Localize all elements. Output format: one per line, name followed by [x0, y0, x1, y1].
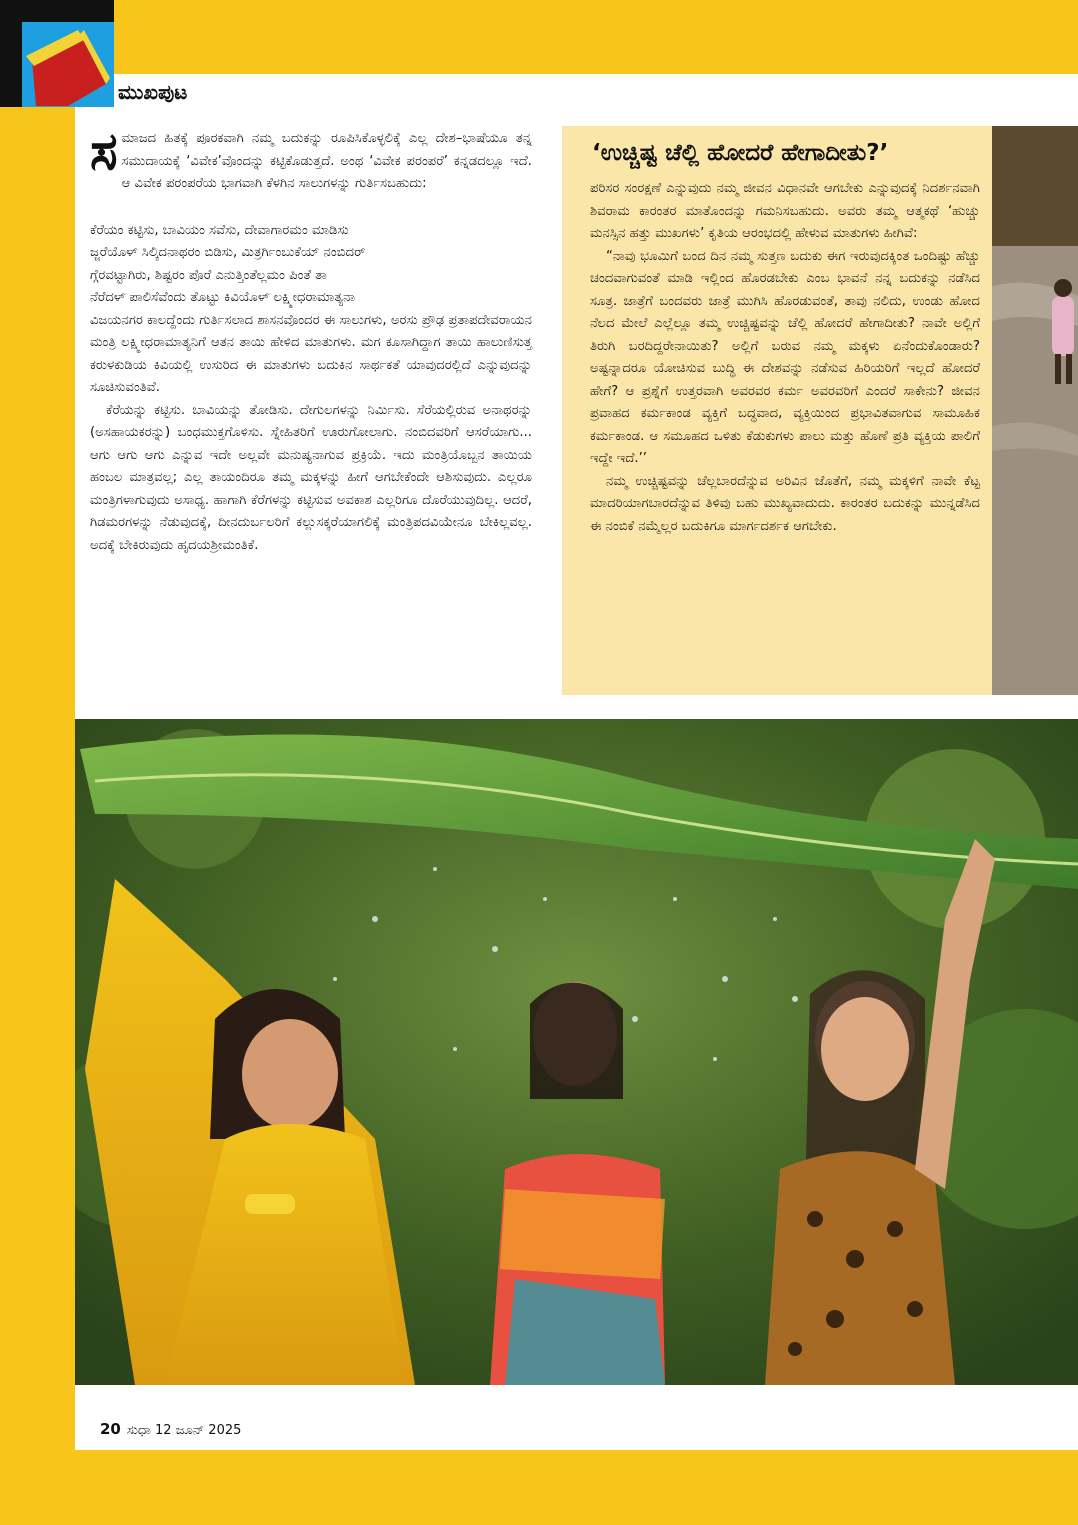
article-intro: [90, 122, 532, 196]
article-paragraph: ವಿಜಯನಗರ ಕಾಲದ್ದೆಂದು ಗುರ್ತಿಸಲಾದ ಶಾಸನವೊಂದರ ಈ ಸಾಲುಗಳು, ಅರಸು ಪ್ರೌಢ ಪ್ರತಾಪದೇವರಾಯನ ಮಂತ್ರಿ ಲಕ್ಷ್ಮೀಧರಾಮಾತ್ಯನಿಗೆ ಆತನ ತಾಯಿ ಹೇಳಿದ ಮಾತುಗಳು. ಮಗ ಕೂಸಾಗಿದ್ದಾಗ ತಾಯಿ ಹಾಲುಣಿಸುತ್ತ ಕರುಳಕುಡಿಯ ಕಿವಿಯಲ್ಲಿ ಉಸುರಿದ ಈ ಮಾತುಗಳು ಬದುಕಿನ ಸಾರ್ಥಕತೆ ಯಾವುದರಲ್ಲಿದೆ ಎನ್ನುವುದನ್ನು ಸೂಚಿಸುವಂತಿವೆ.: [90, 312, 532, 395]
section-logo: [22, 22, 114, 107]
article-column: [90, 122, 532, 557]
top-yellow-band: [0, 0, 1078, 74]
verse-line: ನೆರೆದಳ್ ಪಾಲಿಸೆವೆಂದು ತೊಟ್ಟು ಕಿವಿಯೊಳ್ ಲಕ್ಷ್ಮೀಧರಾಮಾತ್ಯನಾ: [90, 290, 356, 305]
flood-photo: [992, 126, 1078, 695]
page-number: 20: [100, 1420, 121, 1438]
verse-line: ಗ್ಗೆರವಟ್ಟಾಗಿರು, ಶಿಷ್ಟರಂ ಪೊರೆ ಎನುತ್ತಿಂತೆಲ್ಲಮಂ ಪಿಂತೆ ತಾ: [90, 267, 327, 283]
page-footer: [100, 1420, 241, 1438]
section-label: ಮುಖಪುಟ: [118, 80, 188, 104]
verse-line: ಜ್ಜರೆಯೊಳ್ ಸಿಲ್ಕಿದನಾಥರಂ ಬಿಡಿಸು, ಮಿತ್ರರ್ಗಿಂಬುಕೆಯ್ ನಂಬಿದ‌ರ್: [90, 245, 366, 260]
verse-line: ಕೆರೆಯಂ ಕಟ್ಟಿಸು, ಬಾವಿಯಂ ಸವೆಸು, ದೇವಾಗಾರಮಂ ಮಾಡಿಸು: [90, 222, 349, 238]
women-in-rain-image: [75, 719, 1078, 1385]
intro-text: ಮಾಜದ ಹಿತಕ್ಕೆ ಪೂರಕವಾಗಿ ನಮ್ಮ ಬದುಕನ್ನು ರೂಪಿಸಿಕೊಳ್ಳಲಿಕ್ಕೆ ಎಲ್ಲ ದೇಶ–ಭಾಷೆಯೂ ತನ್ನ ಸಮುದಾಯಕ್ಕೆ ‘ವಿವೇಕ’ವೊಂದನ್ನು ಕಟ್ಟಿಕೊಡುತ್ತದೆ. ಅಂಥ ‘ವಿವೇಕ ಪರಂಪರೆ’ ಕನ್ನಡದಲ್ಲೂ ಇದೆ. ಆ ವಿವೇಕ ಪರಂಪರೆಯ ಭಾಗವಾಗಿ ಕೆಳಗಿನ ಸಾಲುಗಳನ್ನು ಗುರ್ತಿಸಬಹುದು:: [121, 131, 532, 191]
bottom-yellow-band: [0, 1450, 1078, 1525]
left-yellow-band: [0, 0, 75, 1525]
dropcap: ಸ: [90, 122, 118, 182]
sidebar-title: ‘ಉಚ್ಚಿಷ್ಟ ಚೆಲ್ಲಿ ಹೋದರೆ ಹೇಗಾದೀತು?’: [592, 140, 889, 166]
book-cover-icon: [22, 22, 114, 107]
sidebar-quote: “ನಾವು ಭೂಮಿಗೆ ಬಂದ ದಿನ ನಮ್ಮ ಸುತ್ತಣ ಬದುಕು ಈಗ ಇರುವುದಕ್ಕಿಂತ ಒಂದಿಷ್ಟು ಹೆಚ್ಚು ಚಂದವಾಗುವಂತೆ ಮಾಡಿ ಇಲ್ಲಿಂದ ಹೊರಡಬೇಕು ಎಂಬ ಭಾವನೆ ನನ್ನ ಬದುಕನ್ನು ನಡೆಸಿದ ಸೂತ್ರ. ಜಾತ್ರೆಗೆ ಬಂದವರು ಜಾತ್ರೆ ಮುಗಿಸಿ ಹೊರಡುವಂತೆ, ತಾವು ನಲಿದು, ಉಂಡು ಹೋದ ನೆಲದ ಮೇಲೆ ಎಲ್ಲೆಲ್ಲೂ ತಮ್ಮ ಉಚ್ಚಿಷ್ಟವನ್ನು ಚೆಲ್ಲಿ ಹೋದರೆ ಹೇಗಾದೀತು? ನಾವೇ ಅಲ್ಲಿಗೆ ತಿರುಗಿ ಬರದಿದ್ದರೇನಾಯಿತು? ಅಲ್ಲಿಗೆ ಬರುವ ನಮ್ಮ ಮಕ್ಕಳು ಏನೆಂದುಕೊಂಡಾರು? ಅಷ್ಟನ್ನಾದರೂ ಯೋಚಿಸುವ ಬುದ್ಧಿ ಈ ದೇಶವನ್ನು ನಡೆಸುವ ಹಿರಿಯರಿಗೆ ಇಲ್ಲದೆ ಹೋದರೆ ಹೇಗೆ? ಆ ಪ್ರಶ್ನೆಗೆ ಉತ್ತರವಾಗಿ ಅವರವರ ಕರ್ಮ ಅವರವರಿಗೆ ಎಂದರೆ ಸಾಕೇನು? ಜೀವನ ಪ್ರವಾಹದ ಕರ್ಮಕಾಂಡ ವ್ಯಕ್ತಿಗೆ ಬದ್ಧವಾದ, ವ್ಯಕ್ತಿಯಿಂದ ಪ್ರಭಾವಿತವಾಗುವ ಸಾಮೂಹಿಕ ಕರ್ಮಕಾಂಡ. ಆ ಸಮೂಹದ ಒಳಿತು ಕೆಡುಕುಗಳು ಪಾಲು ಮತ್ತು ಹೊಣೆ ಪ್ರತಿ ವ್ಯಕ್ತಿಯ ಪಾಲಿಗೆ ಇದ್ದೇ ಇದೆ.’’: [590, 248, 980, 466]
sidebar-box: [562, 126, 992, 695]
article-paragraph: ಕೆರೆಯನ್ನು ಕಟ್ಟಿಸು. ಬಾವಿಯನ್ನು ತೋಡಿಸು. ದೇಗುಲಗಳನ್ನು ನಿರ್ಮಿಸು. ಸೆರೆಯಲ್ಲಿರುವ ಅನಾಥರನ್ನು (ಅಸಹಾಯಕರನ್ನು) ಬಂಧಮುಕ್ತಗೊಳಿಸು. ಸ್ನೇಹಿತರಿಗೆ ಊರುಗೋಲಾಗು. ನಂಬಿದವರಿಗೆ ಆಸರೆಯಾಗು... ಆಗು ಆಗು ಆಗು ಎನ್ನುವ ಇದೇ ಅಲ್ಲವೇ ಮನುಷ್ಯನಾಗುವ ಪ್ರಕ್ರಿಯೆ. ಇದು ಮಂತ್ರಿಯೊಬ್ಬನ ತಾಯಿಯ ಹಂಬಲ ಮಾತ್ರವಲ್ಲ; ಎಲ್ಲ ತಾಯಂದಿರೂ ತಮ್ಮ ಮಕ್ಕಳನ್ನು ಹೀಗೆ ಆಗಬೇಕೆಂದೇ ಆಶಿಸುವುದು. ಎಲ್ಲರೂ ಮಂತ್ರಿಗಳಾಗುವುದು ಅಸಾಧ್ಯ. ಹಾಗಾಗಿ ಕೆರೆಗಳನ್ನು ಕಟ್ಟಿಸುವ ಅವಕಾಶ ಎಲ್ಲರಿಗೂ ದೊರೆಯುವುದಿಲ್ಲ. ಆದರೆ, ಗಿಡಮರಗಳನ್ನು ನೆಡುವುದಕ್ಕೆ, ದೀನದುರ್ಬಲರಿಗೆ ಕಲ್ಲುಸಕ್ಕರೆಯಾಗಲಿಕ್ಕೆ ಮಂತ್ರಿಪದವಿಯೇನೂ ಬೇಕಿಲ್ಲವಲ್ಲ. ಅದಕ್ಕೆ ಬೇಕಿರುವುದು ಹೃದಯಶ್ರೀಮಂತಿಕೆ.: [90, 402, 532, 553]
issue-info: ಸುಧಾ 12 ಜೂನ್ 2025: [126, 1423, 242, 1438]
sidebar-paragraph: ಪರಿಸರ ಸಂರಕ್ಷಣೆ ಎನ್ನುವುದು ನಮ್ಮ ಜೀವನ ವಿಧಾನವೇ ಆಗಬೇಕು ಎನ್ನುವುದಕ್ಕೆ ನಿದರ್ಶನವಾಗಿ ಶಿವರಾಮ ಕಾರಂತರ ಮಾತೊಂದನ್ನು ಗಮನಿಸಬಹುದು. ಅವರು ತಮ್ಮ ಆತ್ಮಕಥೆ ‘ಹುಚ್ಚು ಮನಸ್ಸಿನ ಹತ್ತು ಮುಖಗಳು’ ಕೃತಿಯ ಆರಂಭದಲ್ಲಿ ಹೇಳುವ ಮಾತುಗಳು ಹೀಗಿವೆ:: [590, 181, 980, 241]
flood-scene-image: [992, 126, 1078, 695]
sidebar-body: [590, 178, 980, 538]
rain-photo: [75, 719, 1078, 1385]
sidebar-paragraph: ನಮ್ಮ ಉಚ್ಚಿಷ್ಟವನ್ನು ಚೆಲ್ಲಬಾರದೆನ್ನುವ ಅರಿವಿನ ಜೊತೆಗೆ, ನಮ್ಮ ಮಕ್ಕಳಿಗೆ ನಾವೇ ಕೆಟ್ಟ ಮಾದರಿಯಾಗಬಾರದೆನ್ನುವ ತಿಳಿವು ಬಹು ಮುಖ್ಯವಾದುದು. ಕಾರಂತರ ಬದುಕನ್ನು ಮುನ್ನಡೆಸಿದ ಈ ನಂಬಿಕೆ ನಮ್ಮೆಲ್ಲರ ಬದುಕಿಗೂ ಮಾರ್ಗದರ್ಶಕ ಆಗಬೇಕು.: [590, 473, 980, 534]
